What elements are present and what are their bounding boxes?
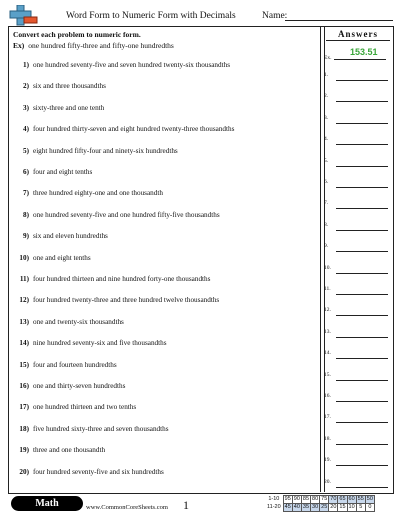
example-label: Ex) xyxy=(13,41,25,50)
score-cell: 70 xyxy=(330,496,337,502)
math-badge: Math xyxy=(11,496,83,511)
score-cell: 40 xyxy=(293,504,300,510)
answer-input-line[interactable] xyxy=(336,273,388,274)
problem-number: 20) xyxy=(19,467,29,476)
answer-number: 2. xyxy=(324,93,329,100)
answer-row xyxy=(324,265,390,275)
answer-number: 10. xyxy=(324,264,331,271)
score-cell: 60 xyxy=(348,496,355,502)
answer-row xyxy=(324,307,390,317)
answer-number: 16. xyxy=(324,393,331,399)
name-label: Name: xyxy=(262,11,288,21)
page-number: 1 xyxy=(183,498,189,512)
score-table xyxy=(266,495,375,512)
score-cell: 15 xyxy=(339,504,346,510)
answer-input-line[interactable] xyxy=(336,123,388,124)
score-cell: 10 xyxy=(348,504,355,510)
score-cell: 0 xyxy=(365,504,374,512)
answer-number: 13. xyxy=(324,328,331,335)
problem-number: 8) xyxy=(23,210,29,219)
problem-item xyxy=(18,318,124,326)
problem-item xyxy=(18,254,91,262)
score-cell: 90 xyxy=(293,496,300,502)
problem-number: 13) xyxy=(19,317,29,326)
answer-row xyxy=(324,93,390,103)
problem-item xyxy=(18,382,125,390)
problem-number: 3) xyxy=(23,103,29,112)
score-range-label: 1-10 xyxy=(268,496,280,502)
answer-row xyxy=(324,286,390,296)
answer-input-line[interactable] xyxy=(336,187,388,188)
problem-number: 5) xyxy=(23,146,29,155)
problem-number: 4) xyxy=(23,125,29,134)
score-cell: 30 xyxy=(312,504,319,510)
score-cell: 20 xyxy=(330,504,337,510)
problem-item xyxy=(18,104,104,112)
answer-row xyxy=(324,414,390,424)
problem-item xyxy=(18,61,230,69)
score-cell: 65 xyxy=(339,496,346,502)
answer-input-line[interactable] xyxy=(336,401,388,402)
problem-text: four hundred seventy-five and six hundredths xyxy=(33,467,164,476)
answer-input-line[interactable] xyxy=(336,251,388,252)
problem-number: 9) xyxy=(23,232,29,241)
score-cell: 50 xyxy=(366,496,373,502)
problem-number: 10) xyxy=(19,253,29,262)
answer-input-line[interactable] xyxy=(336,294,388,295)
answer-number: 4. xyxy=(324,136,329,143)
answer-number: 7. xyxy=(324,200,329,207)
problem-text: six and eleven hundredths xyxy=(33,232,108,241)
problem-item xyxy=(18,168,92,176)
answer-row xyxy=(324,72,390,82)
problem-item xyxy=(18,189,163,197)
example-answer: 153.51 xyxy=(350,47,378,57)
answer-row xyxy=(324,457,390,467)
answer-number: 3. xyxy=(324,114,329,121)
answer-number: 1. xyxy=(324,72,329,78)
problem-item xyxy=(18,147,178,155)
worksheet-title: Word Form to Numeric Form with Decimals xyxy=(66,11,236,21)
problem-text: six and three thousandths xyxy=(33,82,106,91)
answers-heading-rule xyxy=(326,40,390,41)
problem-text: four and eight tenths xyxy=(33,168,93,176)
answer-row xyxy=(324,200,390,210)
problem-number: 12) xyxy=(19,296,29,305)
score-cell: 25 xyxy=(321,504,328,510)
problem-text: three hundred eighty-one and one thousandth xyxy=(33,189,163,198)
answer-row xyxy=(324,393,390,403)
answer-number: 14. xyxy=(324,350,331,357)
answer-number: 18. xyxy=(324,435,331,442)
problem-text: eight hundred fifty-four and ninety-six hundredths xyxy=(33,146,178,155)
answer-input-line[interactable] xyxy=(336,144,388,145)
problem-text: four hundred thirteen and nine hundred forty-one thousandths xyxy=(33,275,211,283)
problem-text: sixty-three and one tenth xyxy=(33,103,105,112)
answer-number: 15. xyxy=(324,371,331,378)
answer-number: 20. xyxy=(324,478,331,485)
problem-number: 7) xyxy=(23,189,29,198)
example-answer-line xyxy=(334,59,386,60)
answer-input-line[interactable] xyxy=(336,230,388,231)
score-row xyxy=(266,504,374,512)
instructions: Convert each problem to numeric form. xyxy=(13,30,141,39)
score-cell: 80 xyxy=(312,496,319,502)
example-problem xyxy=(13,41,174,50)
problem-item xyxy=(18,82,106,90)
problem-text: five hundred sixty-three and seven thousandths xyxy=(33,424,169,433)
score-cell: 85 xyxy=(302,496,310,502)
answer-number: 17. xyxy=(324,414,331,421)
problem-text: one and eight tenths xyxy=(33,253,91,262)
example-answer-label: Ex. xyxy=(324,55,332,61)
answer-row xyxy=(324,350,390,360)
answer-input-line[interactable] xyxy=(336,422,388,423)
problem-number: 6) xyxy=(23,168,29,176)
problem-text: nine hundred seventy-six and five thousandths xyxy=(33,339,167,348)
answer-input-line[interactable] xyxy=(336,444,388,445)
answer-input-line[interactable] xyxy=(336,166,388,167)
answer-input-line[interactable] xyxy=(336,487,388,488)
answer-input-line[interactable] xyxy=(336,315,388,316)
answer-input-line[interactable] xyxy=(336,101,388,102)
name-field[interactable] xyxy=(285,20,393,21)
answer-row xyxy=(324,115,390,125)
answer-row xyxy=(324,372,390,382)
answer-row xyxy=(324,158,390,168)
answer-number: 19. xyxy=(324,457,331,464)
answer-row xyxy=(324,479,390,489)
answer-row xyxy=(324,243,390,253)
score-row xyxy=(266,496,374,504)
score-range-label: 11-20 xyxy=(267,504,281,510)
problem-number: 19) xyxy=(19,446,29,455)
problem-number: 14) xyxy=(19,339,29,348)
problem-text: one hundred thirteen and two tenths xyxy=(33,403,137,412)
score-cell: 35 xyxy=(302,504,310,510)
answer-input-line[interactable] xyxy=(336,465,388,466)
problem-item xyxy=(18,339,167,347)
problem-item xyxy=(18,125,234,133)
problem-number: 15) xyxy=(19,360,29,369)
problem-item xyxy=(18,211,220,219)
score-cell: 75 xyxy=(321,496,328,502)
answer-input-line[interactable] xyxy=(336,80,388,81)
footer xyxy=(8,495,392,515)
answer-input-line[interactable] xyxy=(336,337,388,338)
score-cell: 55 xyxy=(357,496,364,502)
problem-text: four hundred twenty-three and three hundred twelve thousandths xyxy=(33,296,220,305)
problem-item xyxy=(18,425,169,433)
problem-number: 11) xyxy=(19,275,29,283)
problem-number: 2) xyxy=(23,82,29,91)
answer-input-line[interactable] xyxy=(336,208,388,209)
answer-number: 8. xyxy=(324,221,329,228)
answers-heading: Answers xyxy=(338,29,378,39)
problem-number: 18) xyxy=(19,424,29,433)
problem-text: four hundred thirty-seven and eight hundred twenty-three thousandths xyxy=(33,125,235,134)
answer-input-line[interactable] xyxy=(336,380,388,381)
answer-row xyxy=(324,329,390,339)
problem-text: one hundred seventy-five and seven hundred twenty-six thousandths xyxy=(33,61,231,69)
answer-row xyxy=(324,136,390,146)
answer-number: 12. xyxy=(324,307,331,314)
math-cross-logo-icon xyxy=(8,5,38,27)
score-cell: 45 xyxy=(284,504,291,510)
answer-input-line[interactable] xyxy=(336,358,388,359)
problem-item xyxy=(18,446,105,454)
problem-number: 16) xyxy=(19,382,29,390)
problem-item xyxy=(18,468,164,476)
problem-text: three and one thousandth xyxy=(33,446,106,455)
problem-item xyxy=(18,275,210,283)
problem-item xyxy=(18,403,136,411)
answer-row xyxy=(324,222,390,232)
problem-number: 17) xyxy=(19,403,29,412)
problem-text: one and thirty-seven hundredths xyxy=(33,382,126,390)
site-link[interactable]: www.CommonCoreSheets.com xyxy=(86,504,168,511)
problem-text: four and fourteen hundredths xyxy=(33,360,117,369)
answer-number: 9. xyxy=(324,243,329,250)
score-cell: 95 xyxy=(284,496,291,502)
answer-number: 11. xyxy=(324,286,331,292)
answer-row xyxy=(324,179,390,189)
problem-text: one hundred seventy-five and one hundred fifty-five thousandths xyxy=(33,210,220,219)
answer-number: 6. xyxy=(324,179,329,185)
problem-item xyxy=(18,296,219,304)
problem-number: 1) xyxy=(23,61,29,69)
answer-number: 5. xyxy=(324,157,329,164)
score-cell: 5 xyxy=(356,504,365,512)
example-text: one hundred fifty-three and fifty-one hundredths xyxy=(28,41,174,50)
problem-item xyxy=(18,232,108,240)
answer-row xyxy=(324,436,390,446)
problem-item xyxy=(18,361,117,369)
problem-text: one and twenty-six thousandths xyxy=(33,317,124,326)
